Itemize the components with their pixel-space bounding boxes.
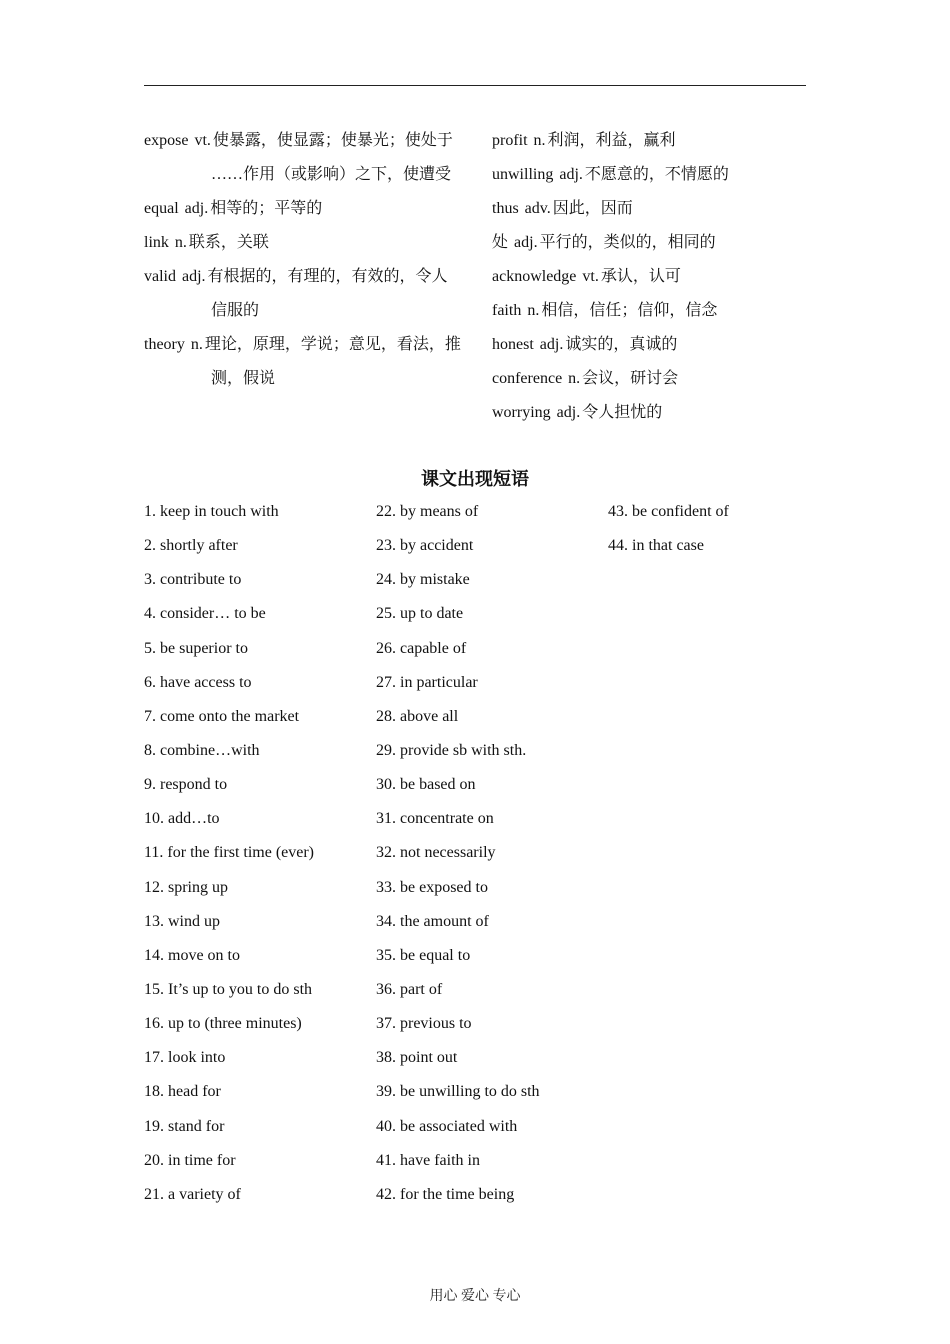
vocab-part-of-speech: adj.	[514, 234, 538, 251]
phrase-item: 2. shortly after	[144, 537, 238, 555]
vocab-word: faith	[492, 302, 522, 319]
vocab-entry	[144, 260, 474, 328]
phrase-item: 41. have faith in	[376, 1151, 480, 1169]
vocab-entry	[492, 226, 822, 260]
vocab-definition: 不愿意的，不情愿的	[584, 166, 729, 183]
vocab-entry	[492, 328, 822, 362]
vocab-word: acknowledge	[492, 268, 577, 285]
vocab-part-of-speech: n.	[527, 302, 540, 319]
phrase-item: 22. by means of	[376, 503, 479, 520]
phrase-item: 5. be superior to	[144, 639, 248, 657]
vocab-entry	[144, 226, 474, 260]
vocab-part-of-speech: n.	[568, 370, 581, 387]
phrase-item: 28. above all	[376, 707, 459, 725]
phrase-item: 11. for the first time (ever)	[144, 844, 315, 862]
vocab-entry	[492, 294, 822, 328]
phrase-item: 12. spring up	[144, 878, 228, 896]
vocab-entry	[492, 362, 822, 396]
phrase-item: 23. by accident	[376, 537, 474, 555]
vocab-entry	[492, 192, 822, 226]
phrase-item: 27. in particular	[376, 673, 478, 691]
vocab-word: honest	[492, 336, 534, 353]
phrase-item: 19. stand for	[144, 1117, 225, 1135]
vocab-part-of-speech: vt.	[582, 268, 599, 285]
phrase-item: 26. capable of	[376, 639, 467, 657]
vocab-part-of-speech: vt.	[194, 132, 211, 149]
phrase-item: 43. be confident of	[608, 503, 729, 520]
vocab-column-right	[492, 124, 822, 430]
phrase-item: 25. up to date	[376, 605, 464, 623]
phrase-item: 36. part of	[376, 980, 443, 998]
vocab-part-of-speech: adj.	[539, 336, 564, 353]
phrase-item: 15. It’s up to you to do sth	[144, 980, 313, 998]
phrase-item: 16. up to (three minutes)	[144, 1015, 302, 1033]
vocab-word: 处	[492, 234, 509, 251]
page-footer: 用心 爱心 专心	[429, 1289, 521, 1304]
phrase-item: 30. be based on	[376, 776, 476, 794]
vocab-definition: 平行的，类似的，相同的	[539, 234, 716, 251]
phrase-item: 9. respond to	[144, 776, 228, 794]
phrase-column-2	[376, 495, 606, 1212]
vocab-part-of-speech: n.	[190, 336, 203, 353]
phrase-item: 38. point out	[376, 1049, 458, 1067]
vocab-part-of-speech: adj.	[556, 404, 581, 421]
vocab-word: unwilling	[492, 166, 554, 183]
vocab-entry	[492, 396, 822, 430]
phrase-item: 35. be equal to	[376, 946, 471, 964]
phrase-column-3	[608, 495, 838, 563]
vocab-word: expose	[144, 132, 189, 149]
vocab-definition: 联系，关联	[188, 234, 269, 251]
vocab-entry	[492, 158, 822, 192]
section-title: 课文出现短语	[421, 469, 529, 489]
phrase-item: 34. the amount of	[376, 912, 489, 930]
vocab-definition: 使暴露，使显露；使暴光；使处于	[212, 132, 453, 149]
vocab-word: theory	[144, 336, 185, 353]
phrase-item: 10. add…to	[144, 810, 220, 828]
vocab-entry	[144, 192, 474, 226]
phrase-item: 44. in that case	[608, 537, 704, 555]
vocab-word: equal	[144, 200, 179, 217]
phrase-item: 20. in time for	[144, 1151, 236, 1169]
phrase-item: 24. by mistake	[376, 571, 470, 589]
vocab-part-of-speech: adv.	[524, 200, 551, 217]
vocab-word: thus	[492, 200, 519, 217]
phrase-item: 6. have access to	[144, 673, 252, 691]
phrase-item: 39. be unwilling to do sth	[376, 1083, 540, 1101]
phrase-item: 32. not necessarily	[376, 844, 496, 862]
vocab-column-left	[144, 124, 474, 396]
vocab-definition: 利润，利益，赢利	[547, 132, 676, 149]
phrase-item: 33. be exposed to	[376, 878, 488, 896]
vocab-part-of-speech: adj.	[184, 200, 209, 217]
vocab-part-of-speech: n.	[174, 234, 187, 251]
phrase-item: 42. for the time being	[376, 1185, 515, 1203]
vocab-part-of-speech: n.	[533, 132, 546, 149]
vocab-definition: 承认，认可	[600, 268, 681, 285]
phrase-item: 29. provide sb with sth.	[376, 741, 527, 759]
vocab-word: valid	[144, 268, 176, 285]
phrase-item: 14. move on to	[144, 946, 240, 964]
phrase-item: 21. a variety of	[144, 1185, 241, 1203]
vocab-word: worrying	[492, 404, 551, 421]
header-rule	[144, 85, 806, 86]
vocab-definition: 诚实的，真诚的	[565, 336, 678, 353]
vocab-entry	[144, 328, 474, 396]
vocab-definition-continued: ……作用（或影响）之下，使遭受	[211, 166, 452, 183]
phrase-item: 37. previous to	[376, 1015, 472, 1033]
phrase-item: 1. keep in touch with	[144, 503, 279, 520]
phrase-item: 18. head for	[144, 1083, 221, 1101]
phrase-item: 13. wind up	[144, 912, 220, 930]
vocab-definition: 相信，信任；信仰，信念	[541, 302, 718, 319]
phrase-column-1	[144, 495, 374, 1212]
vocab-word: conference	[492, 370, 563, 387]
phrase-item: 4. consider… to be	[144, 605, 266, 623]
vocab-entry	[144, 124, 474, 192]
phrase-item: 17. look into	[144, 1049, 226, 1067]
phrase-item: 8. combine…with	[144, 741, 260, 759]
vocab-definition: 有根据的，有理的，有效的，令人	[207, 268, 448, 285]
phrase-item: 31. concentrate on	[376, 810, 494, 828]
vocab-definition: 令人担忧的	[582, 404, 663, 421]
phrase-item: 7. come onto the market	[144, 707, 300, 725]
vocab-definition: 因此，因而	[552, 200, 633, 217]
vocab-word: profit	[492, 132, 528, 149]
vocab-definition-continued: 信服的	[211, 302, 260, 319]
vocab-entry	[492, 260, 822, 294]
vocab-definition-continued: 测，假说	[211, 370, 276, 387]
vocab-definition: 会议，研讨会	[582, 370, 679, 387]
phrase-item: 40. be associated with	[376, 1117, 518, 1135]
phrase-item: 3. contribute to	[144, 571, 242, 589]
vocab-definition: 理论，原理，学说；意见，看法，推	[204, 336, 461, 353]
vocab-definition: 相等的；平等的	[210, 200, 323, 217]
vocab-word: link	[144, 234, 169, 251]
vocab-part-of-speech: adj.	[182, 268, 206, 285]
vocab-part-of-speech: adj.	[559, 166, 583, 183]
vocab-entry	[492, 124, 822, 158]
